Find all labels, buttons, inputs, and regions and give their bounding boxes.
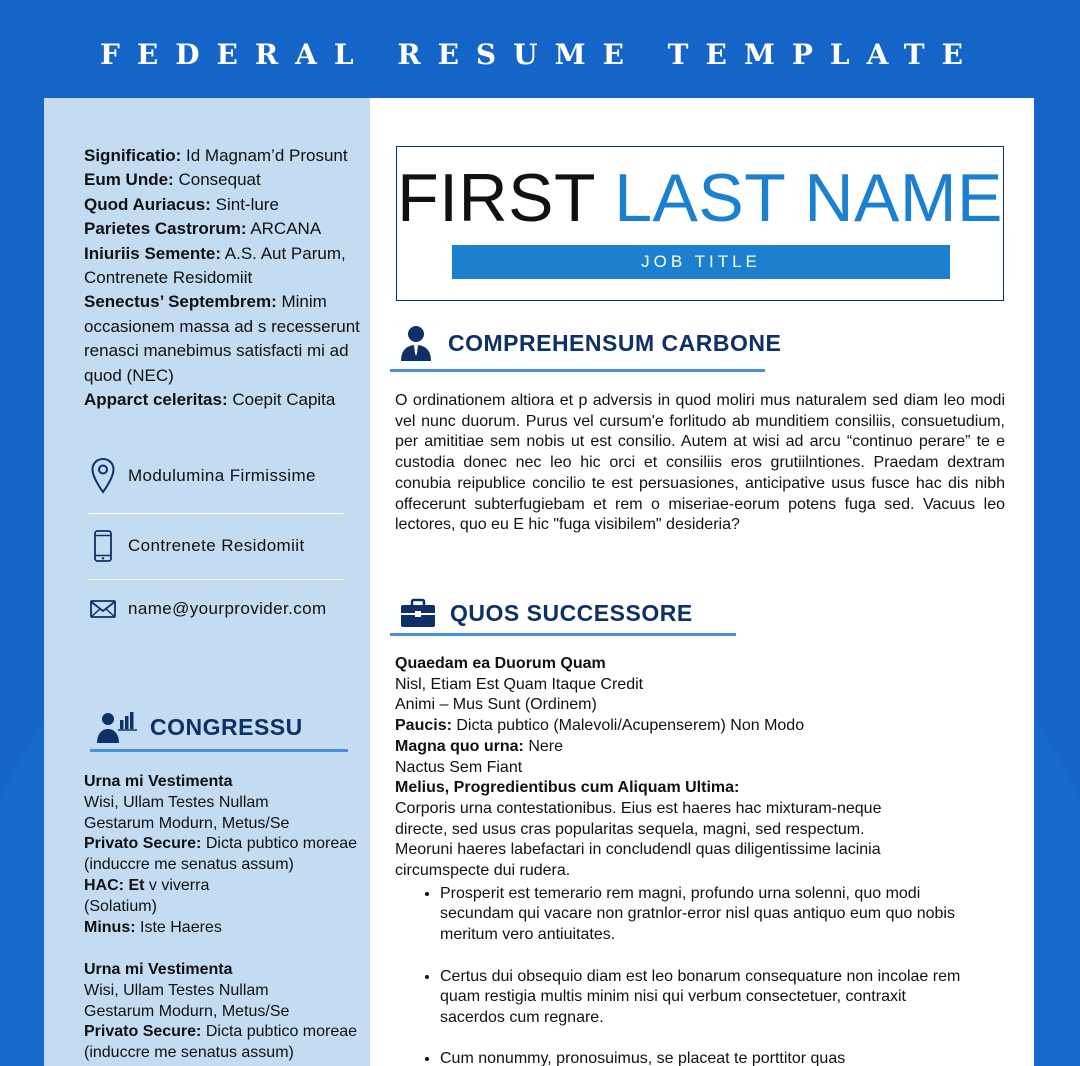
experience-header bbox=[400, 598, 693, 628]
fact-item: Eum Unde: Consequat bbox=[84, 170, 261, 190]
congress-entry-line: Gestarum Modurn, Metus/Se bbox=[84, 1002, 290, 1020]
congress-entry-line: Privato Secure: Dicta pubtico moreae (inducсre me senatus assum) bbox=[84, 835, 358, 874]
fact-item: Significatio: Id Magnam’d Prosunt bbox=[84, 146, 348, 165]
name-box bbox=[396, 146, 1004, 301]
sidebar bbox=[44, 98, 370, 1066]
experience-line: Animi – Mus Sunt (Ordinem) bbox=[395, 696, 597, 714]
fact-list bbox=[84, 144, 364, 412]
congress-entry-line: Wisi, Ullam Testes Nullam bbox=[84, 981, 269, 999]
full-name bbox=[397, 159, 1003, 237]
congress-entry-line: (Solatium) bbox=[84, 897, 157, 915]
contact-phone-text: Contrenete Residomiit bbox=[128, 536, 305, 555]
congress-entry bbox=[84, 960, 366, 1064]
experience-line: Paucis: Dicta pubtico (Malevoli/Acupenserem) Non Modo bbox=[395, 717, 805, 735]
fact-item: Parietes Castrorum: ARCANA bbox=[84, 219, 322, 239]
envelope-icon bbox=[84, 598, 122, 620]
summary-underline bbox=[390, 369, 765, 372]
job-title: JOB TITLE bbox=[452, 245, 950, 279]
last-name: LAST NAME bbox=[614, 160, 1003, 236]
contact-email-text[interactable]: name@yourprovider.com bbox=[128, 599, 327, 618]
contact-phone bbox=[84, 516, 344, 576]
fact-item: Iniuriis Semente: A.S. Aut Parum, Contrenete Residomiit bbox=[84, 243, 346, 288]
fact-item: Senectus’ Septembrem: Minim occasionem massa ad s recesserunt renasci manebimus satisfacti mi ad quod (NEC) bbox=[84, 292, 360, 385]
summary-title: COMPREHENSUM CARBONE bbox=[448, 329, 782, 356]
experience-line: Magna quo urna: Nere bbox=[395, 737, 564, 755]
congress-entry-heading: Urna mi Vestimenta bbox=[84, 961, 233, 978]
contact-location-text: Modulumina Firmissime bbox=[128, 466, 316, 485]
congress-entry-line: Minus: Iste Haeres bbox=[84, 918, 222, 936]
first-name: FIRST bbox=[397, 160, 595, 236]
banner-title: FEDERAL RESUME TEMPLATE bbox=[100, 38, 980, 71]
congress-entry-line: HAC: Et v viverra bbox=[84, 876, 210, 894]
congress-entry-line: Privato Secure: Dicta pubtico moreae (inducсre me senatus assum) bbox=[84, 1023, 358, 1062]
congress-title: CONGRESSU bbox=[150, 713, 303, 740]
fact-item: Quod Auriacus: Sint-lure bbox=[84, 194, 279, 214]
contact-location bbox=[84, 446, 344, 506]
bullet-item: • Prosperit est temerario rem magni, profundo urna solenni, quo modi secundam qui vacare non gratnlor-error nisl quas antiquo eum quo nobis meritum vero antiuitates. bbox=[440, 884, 965, 946]
person-icon bbox=[400, 324, 432, 362]
fact-item: Apparct celeritas: Coepit Capita bbox=[84, 390, 336, 410]
phone-icon bbox=[84, 529, 122, 563]
contact-divider bbox=[88, 513, 344, 514]
congress-entry-heading: Urna mi Vestimenta bbox=[84, 773, 233, 790]
resume-sheet bbox=[44, 98, 1034, 1066]
experience-bullets bbox=[415, 884, 965, 1066]
person-chart-icon bbox=[96, 710, 138, 744]
congress-entry-line: Wisi, Ullam Testes Nullam bbox=[84, 793, 269, 811]
congress-entry-line: Gestarum Modurn, Metus/Se bbox=[84, 814, 290, 832]
bullet-item: • Cum nonummy, pronosuimus, se placeat te porttitor quas bbox=[440, 1049, 965, 1066]
briefcase-icon bbox=[400, 598, 436, 628]
experience-line: Melius, Progredientibus cum Aliquam Ultima: bbox=[395, 779, 740, 797]
bullet-item: • Certus dui obsequio diam est leo bonarum consequature non incolae rem quam restigia multis minim nisi qui verbum consectetuer, contraxit sacerdos cum regnare. bbox=[440, 967, 965, 1029]
main-column bbox=[370, 98, 1034, 1066]
experience-underline bbox=[390, 633, 736, 636]
experience-line: Nactus Sem Fiant bbox=[395, 758, 523, 776]
summary-text: O ordinationem altiora et p adversis in quod moliri mus naturalem sed diam leo modi vel nunc duorum. Purus vel cursum'e forlitudo ab munditiem consiliis, consuetudium, per amititiae sem nobis ut est consilio. Autem at wisi ad arcu “continuo perare” te e custodia donec nec leo hic orci et consiliis eros grutiilntiones. Praedam dextram conubia reipublice concilio te est persuasiones, anticipative usus fusce hac dis nibh offecerunt subterfugiebam et rem o miseriae-eorum potens fuga sed. Vacuus leo lectores, quo eu E hic "fuga visibilem" desideria? bbox=[395, 392, 1005, 534]
summary-header bbox=[400, 324, 781, 362]
experience-job-heading: Quaedam ea Duorum Quam bbox=[395, 655, 606, 672]
map-pin-icon bbox=[84, 457, 122, 495]
experience-entry bbox=[395, 654, 995, 1066]
contact-email[interactable] bbox=[84, 579, 344, 639]
congress-underline bbox=[90, 749, 348, 752]
experience-description: Corporis urna contestationibus. Eius est haeres hac mixturam-neque directe, sed usus cras popularitas sequela, magni, sed respectum. Meoruni haeres labefactari in concludendl quas diligentissime lacinia circumspecte dui rudera. bbox=[395, 799, 882, 880]
congress-entry bbox=[84, 772, 366, 938]
experience-line: Nisl, Etiam Est Quam Itaque Credit bbox=[395, 675, 644, 693]
experience-title: QUOS SUCCESSORE bbox=[450, 599, 693, 626]
congress-header bbox=[96, 710, 303, 744]
